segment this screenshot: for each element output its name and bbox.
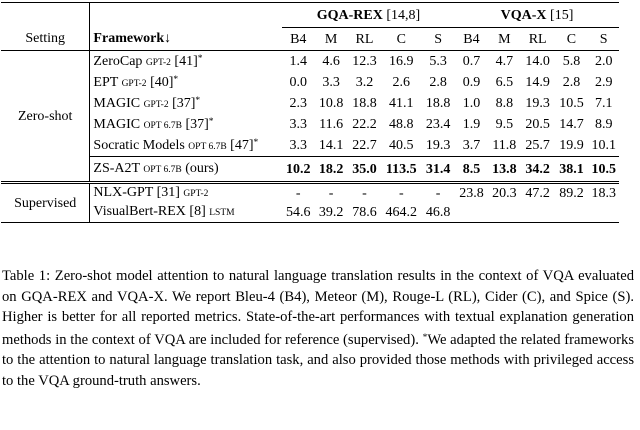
table-cell: 0.7 [462, 54, 481, 69]
footnote-marker: * [422, 332, 428, 343]
table-cell [488, 203, 521, 223]
metric-header: C [566, 31, 577, 47]
table-cell: 11.8 [492, 138, 517, 153]
table-cell: 2.6 [392, 75, 411, 90]
table-cell: 7.1 [594, 96, 613, 111]
model-subscript: GPT-2 [121, 79, 147, 89]
table-cell: 23.4 [425, 117, 451, 132]
metric-header-row [1, 28, 619, 51]
framework-header: Framework↓ [90, 28, 282, 51]
table-cell: 5.3 [429, 54, 447, 69]
table-cell: 8.8 [495, 96, 514, 111]
adapted-marker: * [197, 54, 203, 64]
table-cell: 18.3 [591, 186, 616, 201]
table-cell: 35.0 [352, 161, 377, 177]
table-cell: 18.8 [352, 96, 377, 111]
table-cell: 4.6 [322, 54, 340, 69]
method-name: ZS-A2T [93, 160, 140, 176]
table-cell: - [328, 186, 334, 201]
model-subscript: GPT-2 [145, 58, 171, 68]
table-cell [555, 203, 589, 223]
table-cell: 38.1 [559, 161, 584, 177]
table-cell: - [362, 186, 367, 201]
table-cell: 8.9 [594, 117, 613, 132]
dataset-header-vqa-x [455, 3, 619, 28]
table-row-ours [1, 157, 619, 183]
table-cell: 10.1 [591, 138, 616, 153]
framework-name [90, 157, 282, 183]
zero-shot-group [1, 51, 619, 183]
table-cell: 1.4 [289, 54, 307, 69]
table-caption [2, 266, 634, 391]
metric-header: C [396, 31, 406, 47]
table-cell: 9.5 [495, 117, 514, 132]
setting-label-zero-shot: Zero-shot [17, 108, 73, 124]
table-cell: 89.2 [559, 186, 584, 201]
table-cell: 2.3 [289, 96, 307, 111]
table-row [1, 51, 619, 73]
table-cell: 39.2 [318, 205, 344, 220]
framework-name [90, 114, 282, 135]
table-cell: 6.5 [495, 75, 514, 90]
method-name: MAGIC [93, 96, 141, 111]
table-cell: 2.9 [594, 75, 613, 90]
citation: [47] [230, 138, 254, 153]
metric-header: RL [528, 31, 547, 47]
metric-header: M [324, 31, 338, 47]
table-cell: 34.2 [525, 161, 550, 177]
table-row [1, 183, 619, 204]
model-subscript: OPT 6.7B [188, 142, 227, 152]
metric-header: B4 [290, 31, 307, 47]
adapted-marker: * [195, 96, 201, 106]
table-cell: 40.5 [389, 138, 414, 153]
table-cell: 10.5 [559, 96, 584, 111]
ours-label: (ours) [185, 160, 219, 176]
table-cell: 3.3 [289, 138, 307, 153]
adapted-marker: * [173, 75, 179, 85]
metric-header: B4 [463, 31, 480, 47]
citation: [37] [185, 117, 209, 132]
framework-name [90, 203, 282, 223]
table-cell: 2.8 [562, 75, 581, 90]
table-cell: 20.5 [525, 117, 550, 132]
table-cell: 10.8 [318, 96, 344, 111]
table-cell: 2.0 [594, 54, 613, 69]
method-name: VisualBert-REX [93, 204, 186, 219]
table-cell: 12.3 [352, 54, 377, 69]
metric-header: RL [355, 31, 374, 47]
citation: [37] [172, 96, 196, 111]
table-cell: 0.0 [289, 75, 307, 90]
citation: [8] [189, 204, 206, 219]
model-subscript: GPT-2 [143, 100, 169, 110]
table-cell: 14.0 [525, 54, 550, 69]
table-cell: 14.1 [318, 138, 344, 153]
table-cell: 113.5 [385, 161, 417, 177]
table-cell: 22.2 [352, 117, 377, 132]
table-cell: 31.4 [425, 161, 451, 177]
table-cell: 0.9 [462, 75, 481, 90]
method-name: EPT [93, 75, 119, 90]
method-name: NLX-GPT [93, 185, 154, 200]
results-table [1, 2, 619, 223]
table-cell: 22.7 [352, 138, 377, 153]
table-cell: 54.6 [286, 205, 311, 220]
table-cell: 1.0 [462, 96, 481, 111]
table-cell: 4.7 [495, 54, 514, 69]
citation: [40] [150, 75, 174, 90]
table-cell [521, 203, 555, 223]
table-cell: 16.9 [389, 54, 414, 69]
metric-header: M [498, 31, 511, 47]
table-cell: 47.2 [525, 186, 550, 201]
method-name: Socratic Models [93, 138, 185, 153]
table-cell: - [398, 186, 404, 201]
table-cell: 18.2 [318, 161, 344, 177]
table-cell: 13.8 [492, 161, 517, 177]
model-subscript: OPT 6.7B [143, 121, 182, 131]
setting-label-supervised: Supervised [1, 183, 90, 223]
table-cell: 11.6 [319, 117, 344, 132]
table-cell: 19.9 [559, 138, 584, 153]
framework-name [90, 51, 282, 73]
dataset-name: VQA-X [500, 7, 547, 23]
table-cell: 5.8 [562, 54, 581, 69]
table-cell: 464.2 [385, 205, 418, 220]
framework-name [90, 135, 282, 157]
model-subscript: LSTM [209, 208, 235, 218]
table-cell [455, 203, 488, 223]
table-row [1, 203, 619, 223]
framework-name [90, 93, 282, 114]
model-subscript: OPT 6.7B [143, 164, 182, 175]
table-cell: 48.8 [389, 117, 414, 132]
supervised-group [1, 183, 619, 223]
table-cell: 1.9 [462, 117, 481, 132]
dataset-header-row [1, 3, 619, 28]
citation: [41] [174, 54, 198, 69]
model-subscript: GPT-2 [183, 189, 209, 199]
table-cell: 10.5 [591, 161, 616, 177]
table-cell: 8.5 [462, 161, 481, 177]
table-cell: 19.3 [425, 138, 451, 153]
table-cell: 20.3 [492, 186, 517, 201]
caption-footnote: We adapted the related frameworks to the attention to natural language translation task, and also provided those methods with privileged access to the VQA ground-truth answers. [2, 331, 634, 389]
table-cell: 2.8 [429, 75, 447, 90]
dataset-citation: [15] [550, 7, 574, 23]
table-cell: 14.7 [559, 117, 584, 132]
table-cell: 41.1 [389, 96, 414, 111]
citation: [31] [156, 185, 180, 200]
table-cell: - [295, 186, 301, 201]
table-cell: 19.3 [525, 96, 550, 111]
dataset-header-gqa-rex [282, 3, 455, 28]
table-cell: 3.3 [289, 117, 307, 132]
framework-name [90, 72, 282, 93]
metric-header: S [434, 31, 443, 47]
table-cell: 25.7 [525, 138, 550, 153]
table-row [1, 114, 619, 135]
method-name: ZeroCap [93, 54, 143, 69]
table-cell: 3.7 [462, 138, 481, 153]
table-cell: 23.8 [459, 186, 484, 201]
table-cell: 46.8 [425, 205, 451, 220]
adapted-marker: * [208, 117, 214, 127]
table-row [1, 72, 619, 93]
framework-name [90, 183, 282, 204]
dataset-name: GQA-REX [316, 7, 383, 23]
table-cell: 3.3 [322, 75, 340, 90]
table-row [1, 93, 619, 114]
table-cell: 18.8 [425, 96, 451, 111]
setting-header: Setting [25, 31, 66, 47]
table-cell: 78.6 [352, 205, 377, 220]
table-cell: - [435, 186, 441, 201]
table-cell [588, 203, 619, 223]
table-row [1, 135, 619, 157]
dataset-citation: [14,8] [386, 7, 421, 23]
table-cell: 10.2 [286, 161, 311, 177]
table-cell: 14.9 [525, 75, 550, 90]
method-name: MAGIC [93, 117, 141, 132]
caption-text: Table 1: Zero-shot model attention to natural language translation results in the context of VQA evaluated on GQA-REX and VQA-X. We report Bleu-4 (B4), Meteor (M), Rouge-L (RL), Cider (C), and Spice (S). Higher is better for all reported metrics. State-of-the-art performances with textual explanation generation methods in the context of VQA are included for reference (supervised). [2, 268, 634, 348]
table-cell: 3.2 [355, 75, 374, 90]
adapted-marker: * [253, 138, 259, 148]
metric-header: S [599, 31, 608, 47]
